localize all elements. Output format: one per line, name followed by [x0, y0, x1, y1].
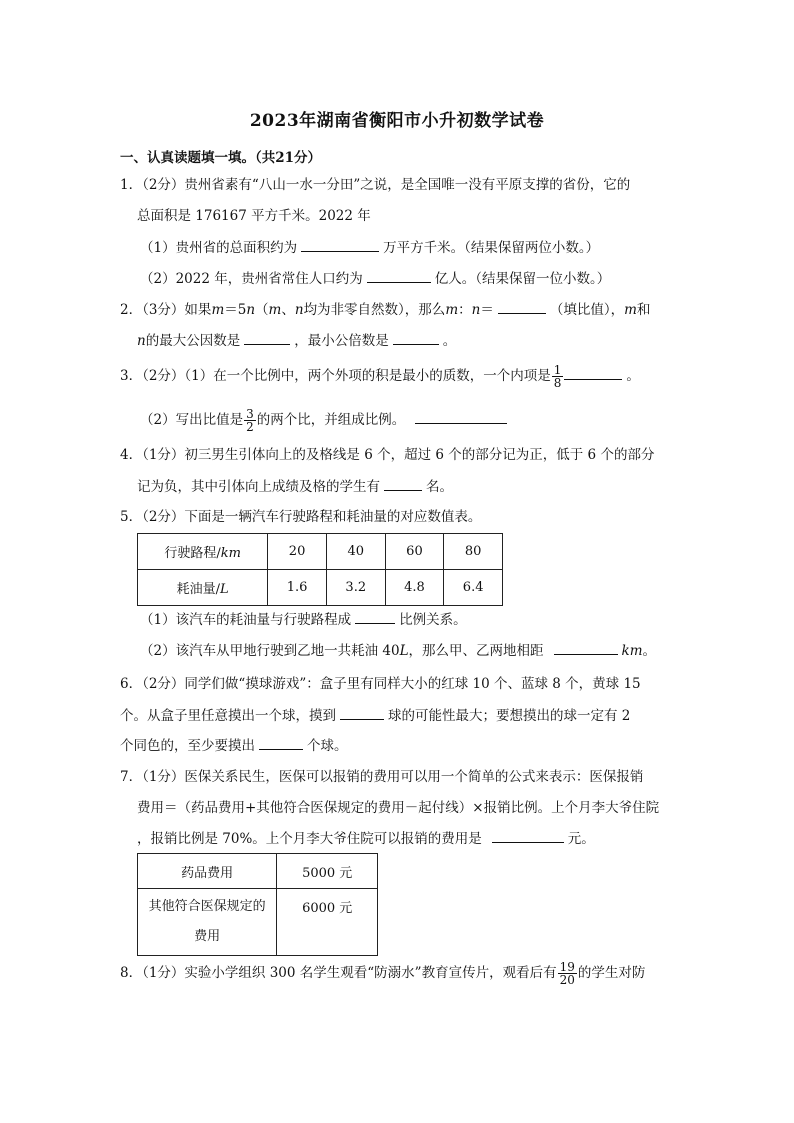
q4-line1: 4．（1分）初三男生引体向上的及格线是 6 个，超过 6 个的部分记为正，低于 6 个的部分: [120, 447, 655, 463]
q5-row2-unit: L: [219, 582, 229, 597]
q3-answer-blank-2[interactable]: [415, 409, 507, 424]
q1-sub2: [140, 268, 610, 289]
q7-cell-label: 药品费用: [138, 854, 277, 889]
q5-sub2-unit-km: km: [621, 643, 643, 659]
q5-sub2-text-c: 。: [642, 643, 657, 659]
q1-sub2-text-b: 亿人。（结果保留一位小数。）: [434, 271, 611, 287]
q5-row2-label: [138, 570, 268, 606]
q2-and: 和: [636, 302, 651, 318]
q2-line2-text-c: 。: [442, 333, 457, 349]
q2-line2-text-a: 的最大公因数是: [145, 333, 241, 349]
q5-row2-cell: 4.8: [385, 570, 444, 606]
q5-row1-label: [138, 534, 268, 570]
q7-line1: 7．（1分）医保关系民生，医保可以报销的费用可以用一个简单的公式来表示：医保报销: [120, 769, 644, 785]
q2-var-n: n: [246, 302, 256, 318]
q3-line1: [120, 364, 640, 389]
q5-line1: 5．（2分）下面是一辆汽车行驶路程和耗油量的对应数值表。: [120, 509, 482, 525]
q7-answer-blank[interactable]: [492, 828, 564, 843]
q4-answer-blank[interactable]: [384, 476, 422, 491]
q1-sub2-text-a: （2）2022 年，贵州省常住人口约为: [140, 271, 363, 287]
q1-answer-blank-1[interactable]: [301, 237, 379, 252]
q8-frac-den: 20: [559, 973, 575, 987]
q5-sub1: [140, 609, 467, 630]
q5-sub2-text-b: ，那么甲、乙两地相距: [408, 643, 544, 659]
q1-sub1: [140, 237, 599, 258]
q3-fraction-one-eighth: [552, 364, 564, 389]
q1-line1: 1．（2分）贵州省素有“八山一水一分田”之说，是全国唯一没有平原支撑的省份，它的: [120, 177, 631, 193]
q3-fraction-three-halves: [244, 408, 256, 433]
q5-row1-cell: 60: [385, 534, 444, 570]
q1-sub1-text-b: 万平方千米。（结果保留两位小数。）: [383, 240, 600, 256]
q2-paren-sep: 、: [281, 302, 295, 318]
q7-cost-table: [137, 853, 378, 956]
q7-cell-value: 6000 元: [277, 889, 378, 956]
q2-paren-close: 均为非零自然数），那么: [303, 302, 446, 318]
q3-sub2-text-a: （2）写出比值是: [140, 412, 244, 428]
q3-line2: [140, 408, 511, 433]
q2-colon: ：: [458, 302, 472, 318]
q7-line2: 费用＝（药品费用+其他符合医保规定的费用－起付线）×报销比例。上个月李大爷住院: [137, 800, 660, 816]
q2-paren-open: （: [255, 302, 269, 318]
q2-ratio-n: n: [471, 302, 481, 318]
table-row: [138, 854, 378, 889]
q6-line2-text-a: 个。从盒子里任意摸出一个球，摸到: [120, 708, 336, 724]
q2-line2-var-n: n: [137, 333, 146, 349]
table-row: [138, 889, 378, 956]
q2-paren-n: n: [294, 302, 304, 318]
q2-eq2: ＝: [480, 302, 494, 318]
table-row: [138, 570, 503, 606]
q3-sub2-text-b: 的两个比，并组成比例。: [256, 412, 406, 428]
q2-paren-m: m: [268, 302, 282, 318]
q6-line2-text-b: 球的可能性最大；要想摸出的球一定有 2: [388, 708, 631, 724]
q5-sub2: [140, 640, 656, 661]
q6-answer-blank-1[interactable]: [340, 705, 384, 720]
q8-text-b: 的学生对防: [577, 965, 646, 981]
q5-answer-blank-2[interactable]: [554, 640, 618, 655]
q3-frac-num: 1: [553, 363, 562, 377]
q3-frac2-den: 2: [246, 420, 254, 434]
q6-line3-text-b: 个球。: [307, 738, 348, 754]
q2-var-m2: m: [624, 302, 637, 318]
q6-line3: [120, 735, 348, 756]
q2-answer-blank-3[interactable]: [393, 330, 439, 345]
q5-answer-blank-1[interactable]: [355, 609, 395, 624]
q4-line2-text-a: 记为负，其中引体向上成绩及格的学生有: [137, 479, 380, 495]
q2-line2: [137, 330, 456, 351]
q5-sub1-text-a: （1）该汽车的耗油量与行驶路程成: [140, 612, 352, 628]
q7-cell-label-multiline: [138, 889, 277, 956]
table-row: [138, 534, 503, 570]
q7-line3-text-a: ，报销比例是 70%。上个月李大爷住院可以报销的费用是: [137, 831, 482, 847]
q8-line1: [120, 961, 645, 986]
q2-line2-text-b: ，最小公倍数是: [294, 333, 389, 349]
q2-fill: （填比值），: [549, 302, 625, 318]
q5-row1-cell: 20: [268, 534, 327, 570]
q5-sub2-text-a: （2）该汽车从甲地行驶到乙地一共耗油 40: [140, 643, 400, 659]
q7-cell-value: 5000 元: [277, 854, 378, 889]
q6-answer-blank-2[interactable]: [259, 735, 303, 750]
q8-frac-num: 19: [559, 960, 575, 974]
section-heading: 一、认真读题填一填。（共21分）: [120, 150, 322, 166]
q5-sub1-text-b: 比例关系。: [399, 612, 467, 628]
q3-text-a: 3．（2分）（1）在一个比例中，两个外项的积是最小的质数，一个内项是: [120, 368, 551, 384]
q2-text-a: 2．（3分）如果: [120, 302, 212, 318]
q2-ratio-m: m: [445, 302, 459, 318]
q8-fraction: [558, 961, 577, 986]
q5-row1-unit: km: [220, 546, 241, 561]
q5-sub2-unit-L: L: [399, 643, 409, 659]
q3-answer-blank-1[interactable]: [564, 365, 622, 380]
q5-data-table: [137, 533, 503, 606]
q3-frac-den: 8: [553, 376, 562, 390]
page-title: 2023年湖南省衡阳市小升初数学试卷: [249, 111, 545, 131]
q5-row1-cell: 40: [326, 534, 385, 570]
q7-cell-label-line2: 费用: [194, 929, 221, 944]
q1-answer-blank-2[interactable]: [367, 268, 431, 283]
q4-line2-text-b: 名。: [426, 479, 453, 495]
q8-text-a: 8．（1分）实验小学组织 300 名学生观看“防溺水”教育宣传片，观看后有: [120, 965, 557, 981]
q2-var-m: m: [211, 302, 225, 318]
q2-line1: [120, 299, 650, 320]
q7-cell-label-line1: 其他符合医保规定的: [148, 899, 266, 914]
q5-row2-label-text: 耗油量/: [176, 582, 220, 597]
q5-row1-cell: 80: [444, 534, 503, 570]
q4-line2: [137, 476, 453, 497]
q3-frac2-num: 3: [246, 407, 254, 421]
q6-line2: [120, 705, 630, 726]
q5-row1-label-text: 行驶路程/: [164, 546, 221, 561]
q2-answer-blank-1[interactable]: [498, 299, 546, 314]
q2-text-eq: ＝5: [224, 302, 247, 318]
q5-row2-cell: 6.4: [444, 570, 503, 606]
q2-answer-blank-2[interactable]: [244, 330, 290, 345]
q1-sub1-text-a: （1）贵州省的总面积约为: [140, 240, 298, 256]
q3-end: 。: [626, 368, 640, 384]
q6-line1: 6．（2分）同学们做“摸球游戏”：盒子里有同样大小的红球 10 个、蓝球 8 个，黄球 15: [120, 676, 641, 692]
q7-line3: [137, 828, 595, 849]
q6-line3-text-a: 个同色的，至少要摸出: [120, 738, 255, 754]
q5-row2-cell: 1.6: [268, 570, 327, 606]
q7-line3-text-b: 元。: [567, 831, 595, 847]
q1-line2: 总面积是 176167 平方千米。2022 年: [137, 208, 371, 224]
q5-row2-cell: 3.2: [326, 570, 385, 606]
